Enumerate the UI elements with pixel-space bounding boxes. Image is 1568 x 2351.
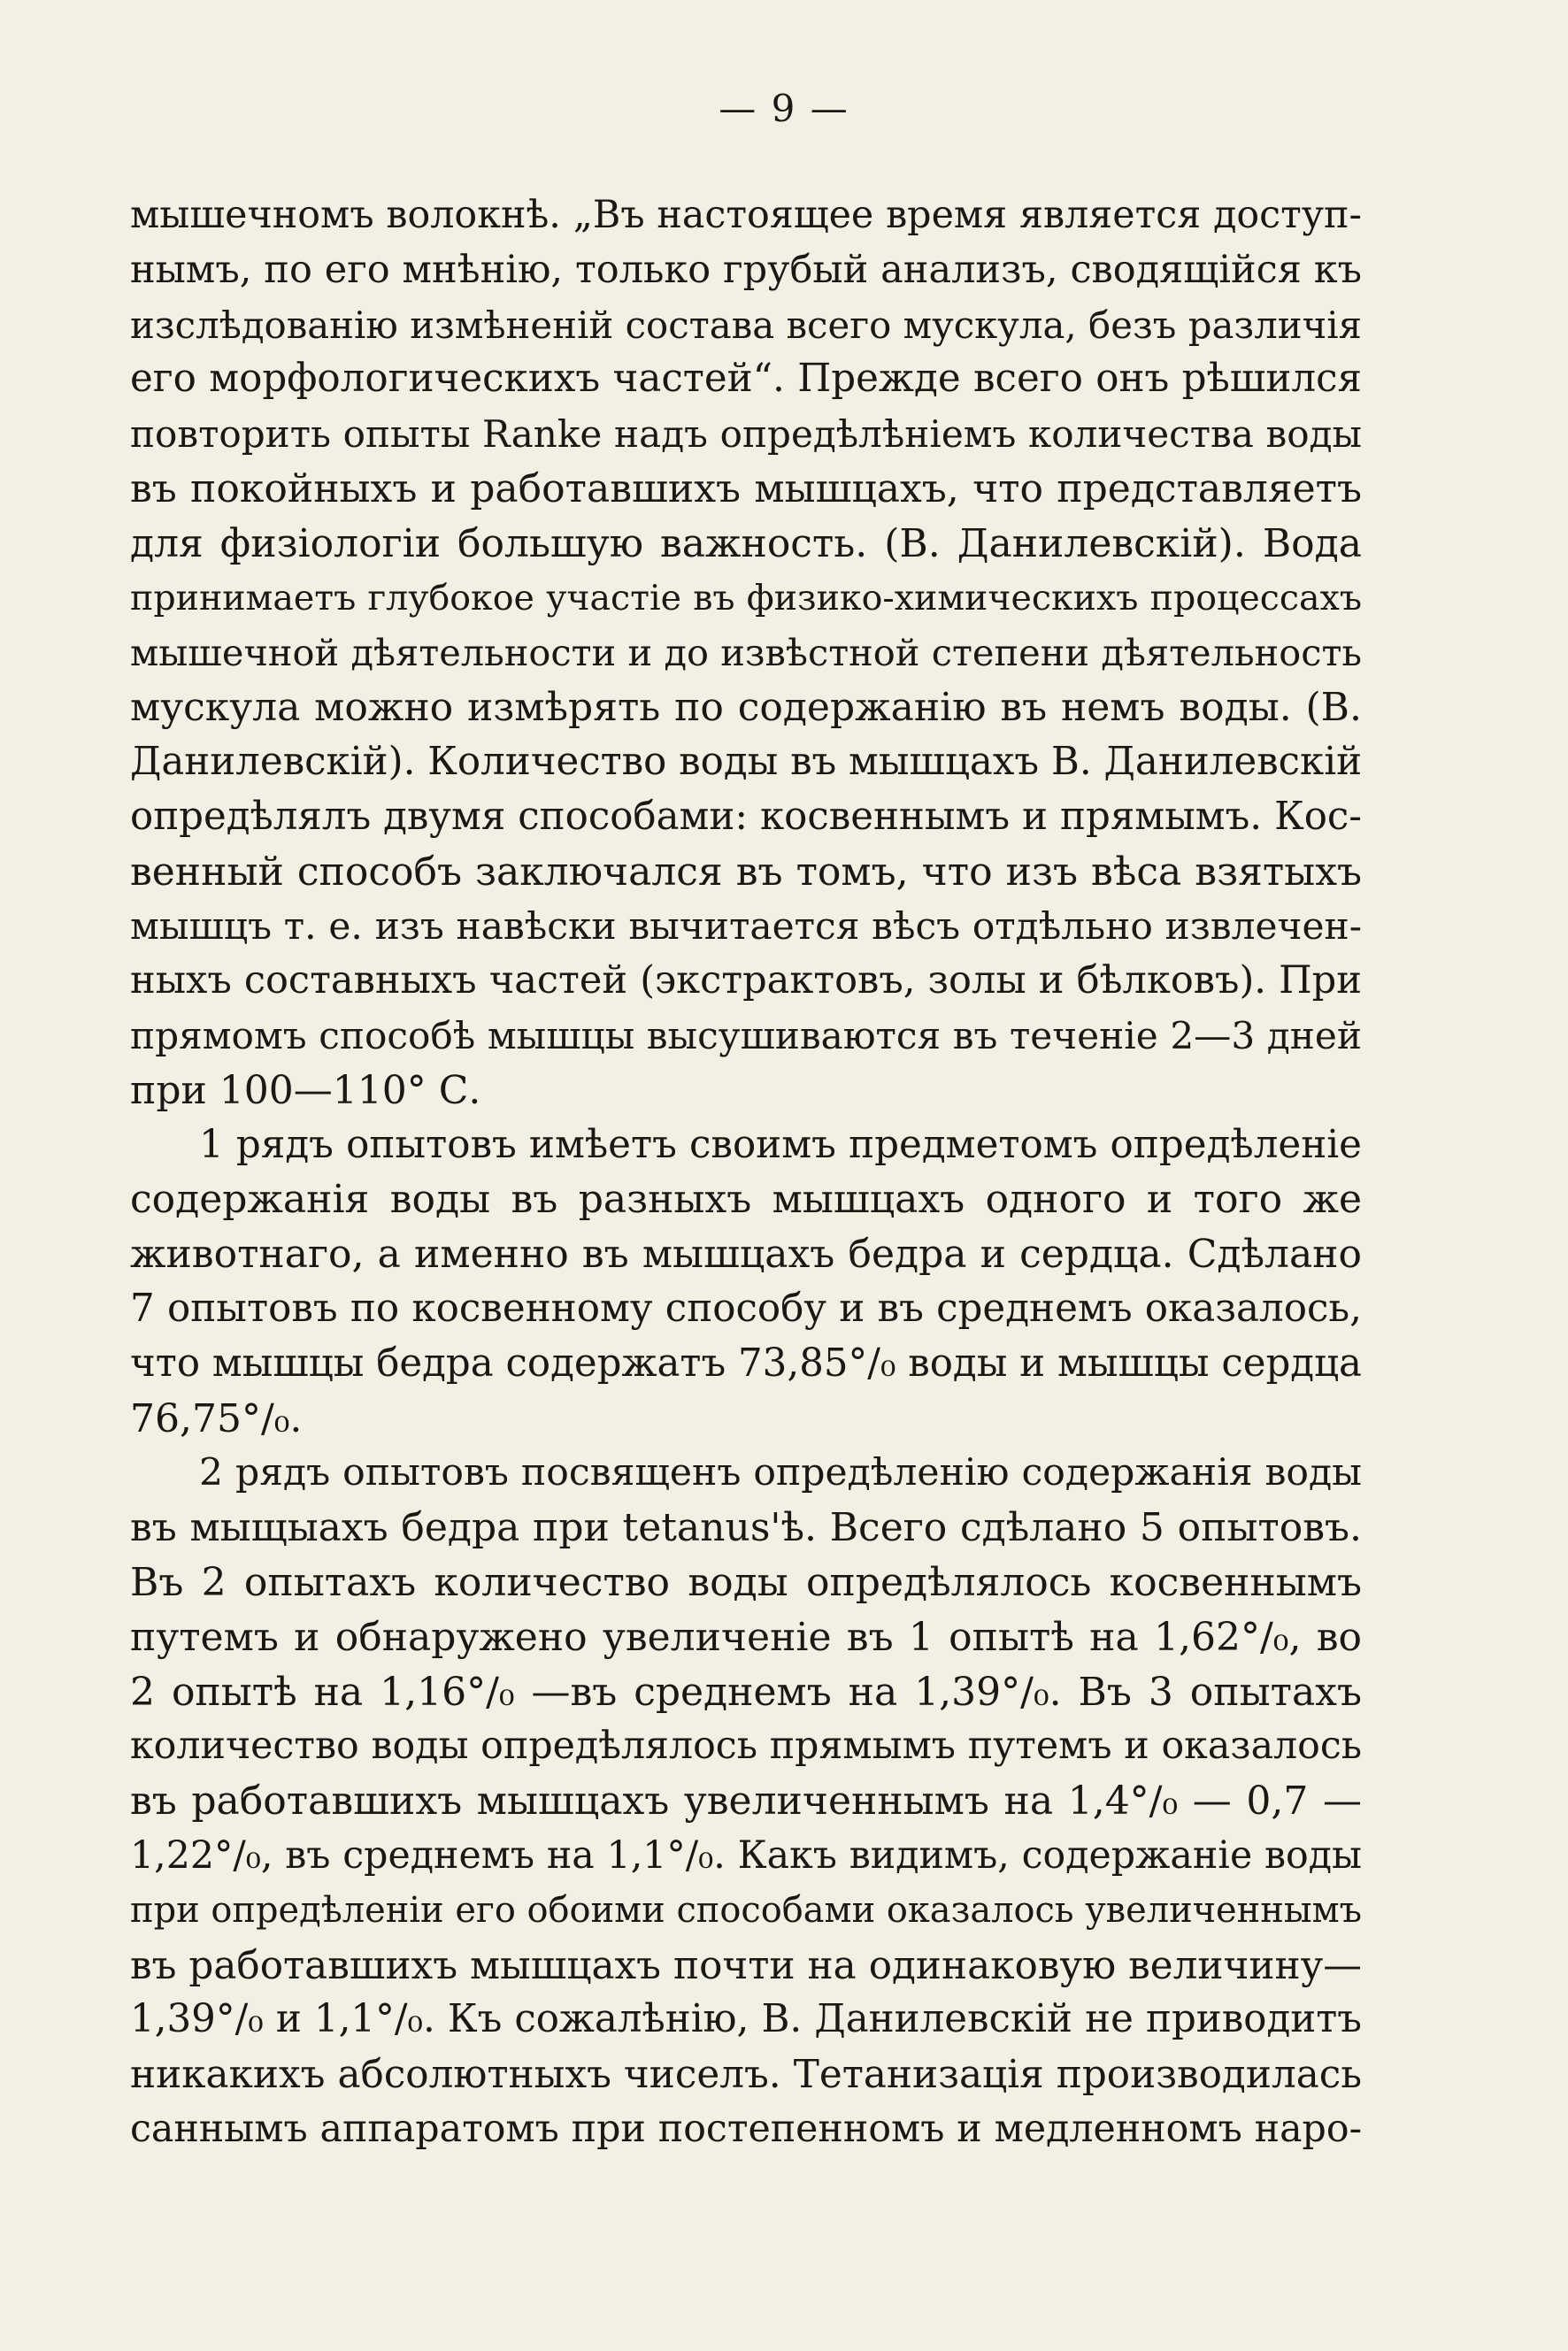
text-line: его морфологическихъ частей“. Прежде всего онъ рѣшился: [130, 357, 1362, 402]
text-line: 1,22°/₀, въ среднемъ на 1,1°/₀. Какъ видимъ, содержаніе воды: [130, 1832, 1362, 1878]
text-line: саннымъ аппаратомъ при постепенномъ и медленномъ наро-: [130, 2106, 1362, 2151]
text-line: мышцъ т. е. изъ навѣски вычитается вѣсъ отдѣльно извлечен-: [130, 904, 1362, 949]
text-line: содержанія воды въ разныхъ мышцахъ одного и того же: [130, 1177, 1362, 1223]
text-line: что мышцы бедра содержатъ 73,85°/₀ воды и мышцы сердца: [130, 1341, 1362, 1386]
body-text: [130, 188, 1362, 2157]
text-line: повторить опыты Ranke надъ опредѣлѣніемъ количества воды: [130, 412, 1362, 457]
text-line: для физіологіи большую важность. (В. Данилевскій). Вода: [130, 520, 1362, 566]
text-line: въ работавшихъ мышцахъ почти на одинаковую величину—: [130, 1942, 1362, 1988]
text-line: въ покойныхъ и работавшихъ мышцахъ, что представляетъ: [130, 465, 1362, 511]
text-line: путемъ и обнаружено увеличеніе въ 1 опытѣ на 1,62°/₀, во: [130, 1614, 1362, 1660]
text-line: 76,75°/₀.: [130, 1395, 303, 1441]
text-line: 2 опытѣ на 1,16°/₀ —въ среднемъ на 1,39°/₀. Въ 3 опытахъ: [130, 1669, 1362, 1715]
text-line: венный способъ заключался въ томъ, что изъ вѣса взятыхъ: [130, 849, 1362, 895]
text-line: количество воды опредѣлялось прямымъ путемъ и оказалось: [130, 1724, 1362, 1769]
text-line: при опредѣленіи его обоими способами оказалось увеличеннымъ: [130, 1889, 1362, 1931]
text-line: опредѣлялъ двумя способами: косвеннымъ и прямымъ. Кос-: [130, 794, 1362, 839]
text-line: 1 рядъ опытовъ имѣетъ своимъ предметомъ опредѣленіе: [199, 1122, 1362, 1167]
text-line: мышечной дѣятельности и до извѣстной степени дѣятельность: [130, 631, 1362, 675]
text-line: принимаетъ глубокое участіе въ физико-химическихъ процессахъ: [130, 577, 1362, 618]
text-line: нымъ, по его мнѣнію, только грубый анализъ, сводящійся къ: [130, 247, 1362, 292]
text-line: 1,39°/₀ и 1,1°/₀. Къ сожалѣнію, В. Данилевскій не приводитъ: [130, 1997, 1362, 2042]
text-line: Данилевскій). Количество воды въ мышцахъ В. Данилевскій: [130, 739, 1362, 784]
text-line: мускула можно измѣрять по содержанію въ немъ воды. (В.: [130, 685, 1362, 731]
text-line: Въ 2 опытахъ количество воды опредѣлялось косвеннымъ: [130, 1559, 1362, 1605]
text-line: изслѣдованію измѣненій состава всего мускула, безъ различія: [130, 303, 1362, 347]
text-line: 2 рядъ опытовъ посвященъ опредѣленію содержанія воды: [199, 1451, 1362, 1495]
text-line: прямомъ способѣ мышцы высушиваются въ теченіе 2—3 дней: [130, 1013, 1362, 1057]
text-line: 7 опытовъ по косвенному способу и въ среднемъ оказалось,: [130, 1286, 1362, 1331]
page-number: — 9 —: [719, 87, 849, 130]
text-line: въ работавшихъ мышцахъ увеличеннымъ на 1,4°/₀ — 0,7 —: [130, 1779, 1362, 1825]
text-line: ныхъ составныхъ частей (экстрактовъ, золы и бѣлковъ). При: [130, 958, 1362, 1003]
text-line: мышечномъ волокнѣ. „Въ настоящее время является доступ-: [130, 193, 1362, 237]
text-line: въ мыщыахъ бедра при tetanus'ѣ. Всего сдѣлано 5 опытовъ.: [130, 1505, 1362, 1551]
text-line: животнаго, а именно въ мышцахъ бедра и сердца. Сдѣлано: [130, 1232, 1362, 1278]
text-line: при 100—110° С.: [130, 1067, 481, 1113]
text-line: никакихъ абсолютныхъ чиселъ. Тетанизація производилась: [130, 2052, 1362, 2098]
